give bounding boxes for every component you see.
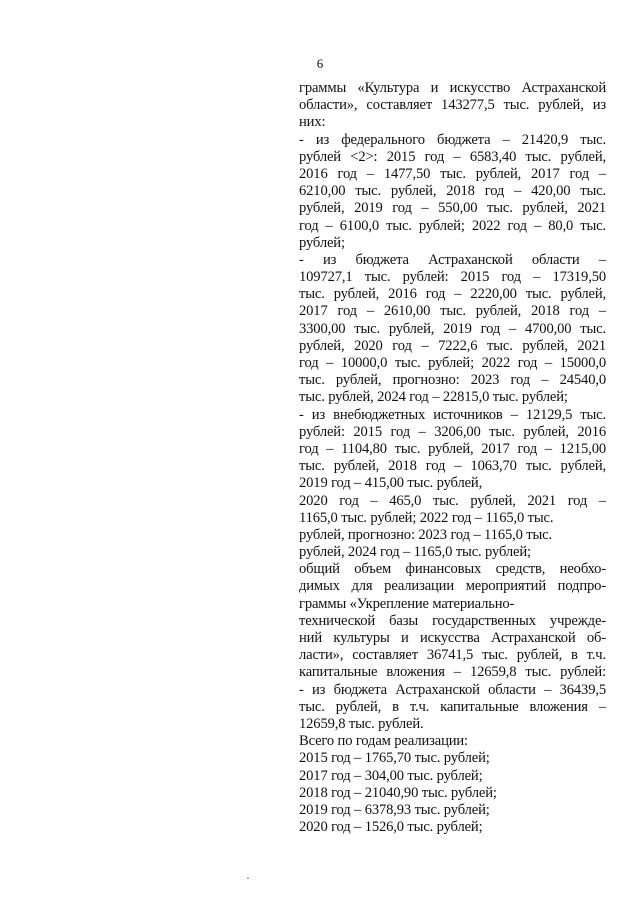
text-line-39: Всего по годам реализации:: [299, 733, 468, 750]
text-line-42: 2018 год – 21040,90 тыс. рублей;: [299, 784, 497, 801]
text-line-29: общий объем финансовых средств, необхо-: [299, 561, 606, 578]
text-line-37: тыс. рублей, в т.ч. капитальные вложения –: [299, 698, 606, 715]
text-line-15: 3300,00 тыс. рублей, 2019 год – 4700,00 тыс.: [299, 320, 606, 337]
text-line-27: рублей, прогнозно: 2023 год – 1165,0 тыс.: [299, 526, 552, 543]
text-line-20: - из внебюджетных источников – 12129,5 тыс.: [299, 406, 606, 423]
text-line-23: тыс. рублей, 2018 год – 1063,70 тыс. рублей,: [299, 458, 606, 475]
text-line-16: рублей, 2020 год – 7222,6 тыс. рублей, 2021: [299, 337, 606, 354]
text-line-30: димых для реализации мероприятий подпро-: [299, 578, 606, 595]
text-line-19: тыс. рублей, 2024 год – 22815,0 тыс. рублей;: [299, 389, 568, 406]
text-line-1: граммы «Культура и искусство Астраханской: [299, 80, 606, 96]
text-line-2: области», составляет 143277,5 тыс. рублей, из: [299, 97, 606, 114]
text-line-38: 12659,8 тыс. рублей.: [299, 715, 424, 732]
text-line-35: капитальные вложения – 12659,8 тыс. рублей:: [299, 664, 606, 681]
text-line-17: год – 10000,0 тыс. рублей; 2022 год – 15000,0: [299, 355, 606, 371]
text-line-22: год – 1104,80 тыс. рублей, 2017 год – 1215,00: [299, 440, 606, 457]
text-line-6: 2016 год – 1477,50 тыс. рублей, 2017 год –: [299, 165, 606, 182]
text-line-33: ний культуры и искусства Астраханской об-: [299, 630, 606, 646]
text-line-36: - из бюджета Астраханской области – 36439,5: [299, 681, 606, 698]
text-line-14: 2017 год – 2610,00 тыс. рублей, 2018 год –: [299, 303, 606, 320]
text-line-18: тыс. рублей, прогнозно: 2023 год – 24540,0: [299, 372, 606, 389]
text-column: [299, 80, 606, 836]
text-line-40: 2015 год – 1765,70 тыс. рублей;: [299, 750, 490, 767]
text-line-4: - из федерального бюджета – 21420,9 тыс.: [299, 131, 606, 148]
text-line-31: граммы «Укрепление материально-: [299, 595, 515, 612]
text-line-32: технической базы государственных учрежде-: [299, 612, 606, 629]
text-line-28: рублей, 2024 год – 1165,0 тыс. рублей;: [299, 544, 531, 561]
text-line-5: рублей <2>: 2015 год – 6583,40 тыс. рублей,: [299, 148, 606, 165]
text-line-34: ласти», составляет 36741,5 тыс. рублей, в т.ч.: [299, 647, 606, 664]
scan-speck: [247, 877, 249, 879]
text-line-3: них:: [299, 114, 326, 131]
text-line-25: 2020 год – 465,0 тыс. рублей, 2021 год –: [299, 492, 606, 509]
text-line-11: - из бюджета Астраханской области –: [299, 251, 606, 268]
text-line-21: рублей: 2015 год – 3206,00 тыс. рублей, 2016: [299, 423, 606, 440]
text-line-9: год – 6100,0 тыс. рублей; 2022 год – 80,0 тыс.: [299, 217, 606, 234]
text-line-24: 2019 год – 415,00 тыс. рублей,: [299, 475, 483, 492]
text-line-12: 109727,1 тыс. рублей: 2015 год – 17319,50: [299, 269, 606, 286]
text-line-26: 1165,0 тыс. рублей; 2022 год – 1165,0 тыс.: [299, 509, 554, 526]
text-line-8: рублей, 2019 год – 550,00 тыс. рублей, 2021: [299, 200, 606, 217]
text-line-10: рублей;: [299, 234, 345, 251]
text-line-41: 2017 год – 304,00 тыс. рублей;: [299, 767, 483, 784]
text-line-13: тыс. рублей, 2016 год – 2220,00 тыс. рублей,: [299, 286, 606, 303]
text-line-43: 2019 год – 6378,93 тыс. рублей;: [299, 801, 490, 818]
text-line-7: 6210,00 тыс. рублей, 2018 год – 420,00 тыс.: [299, 183, 606, 200]
text-line-44: 2020 год – 1526,0 тыс. рублей;: [299, 819, 483, 836]
page-number: 6: [316, 56, 324, 71]
